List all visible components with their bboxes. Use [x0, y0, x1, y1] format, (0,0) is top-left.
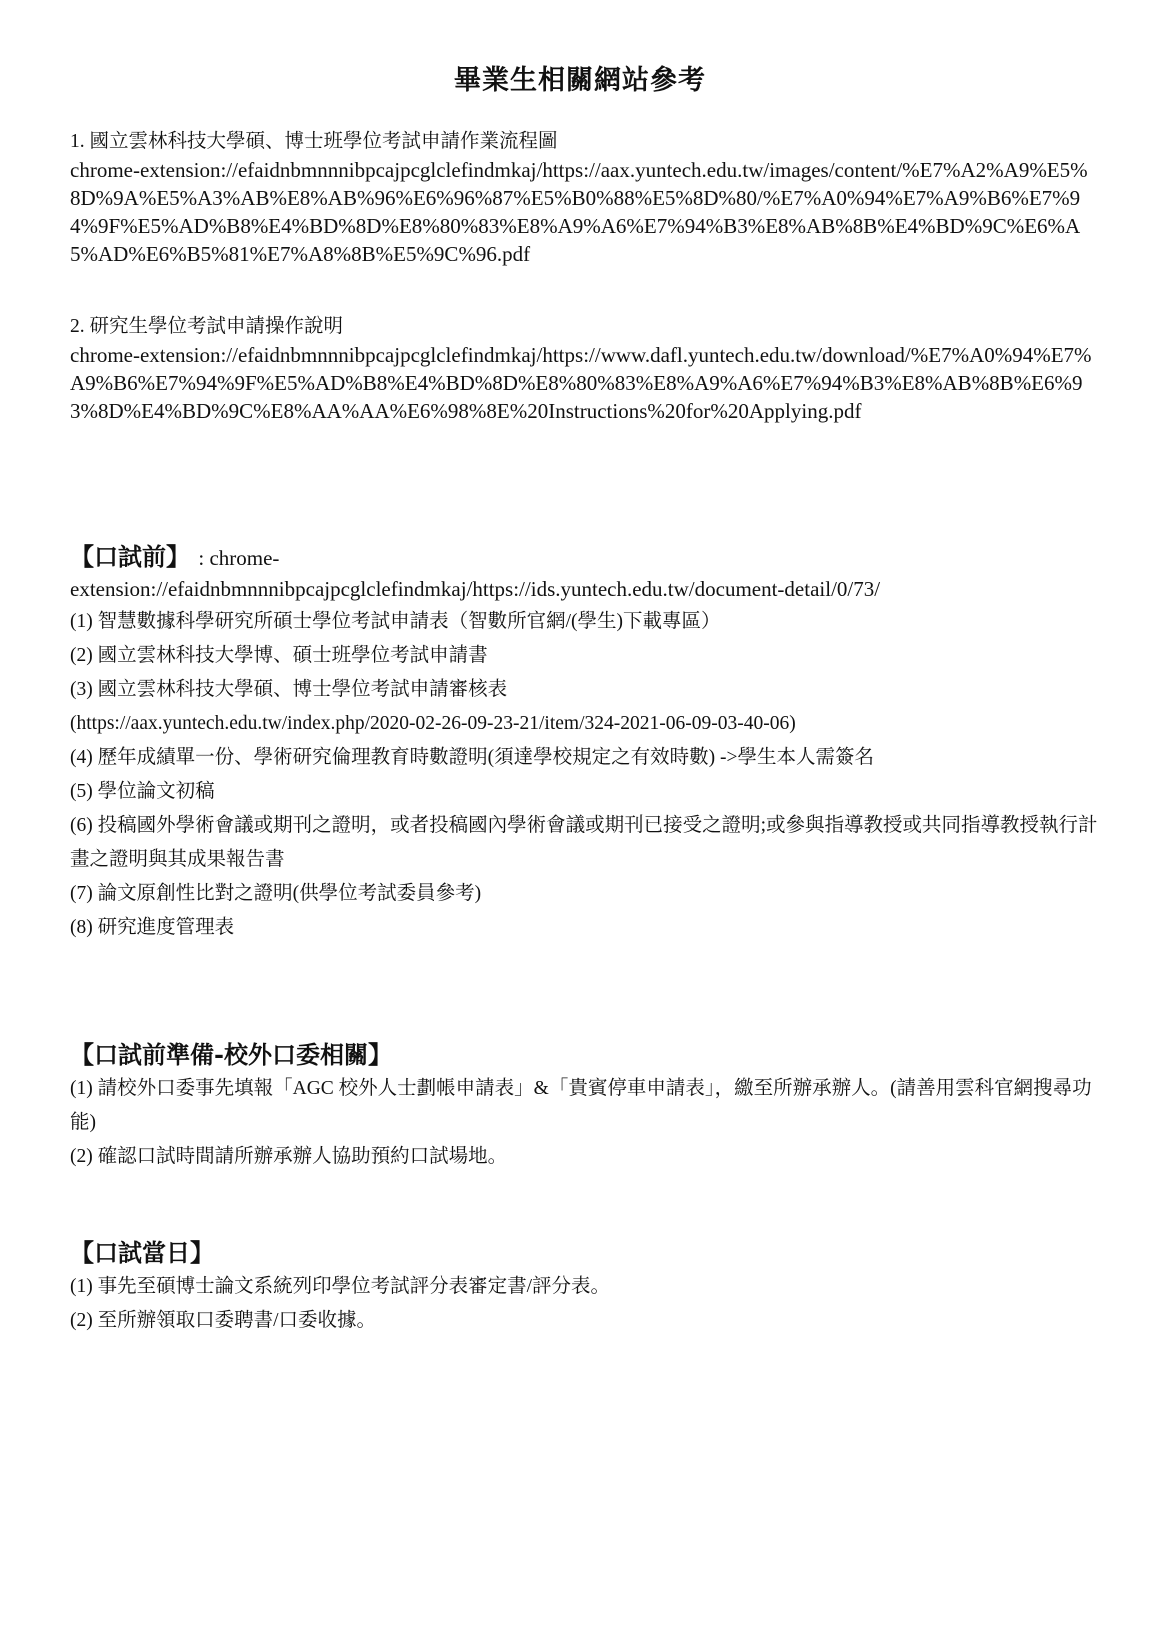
section-before-exam	[70, 540, 1098, 945]
before-item-1: (1) 智慧數據科學研究所碩士學位考試申請表（智數所官網/(學生)下載專區）	[70, 611, 721, 632]
day-item-1: (1) 事先至碩博士論文系統列印學位考試評分表審定書/評分表。	[70, 1276, 611, 1297]
before-item-5: (5) 學位論文初稿	[70, 781, 215, 802]
before-item-4: (4) 歷年成績單一份、學術研究倫理教育時數證明(須達學校規定之有效時數) ->學生本人需簽名	[70, 747, 874, 768]
before-item-8: (8) 研究進度管理表	[70, 917, 235, 938]
before-item-6: (6) 投稿國外學術會議或期刊之證明，或者投稿國內學術會議或期刊已接受之證明;或參與指導教授或共同指導教授執行計畫之證明與其成果報告書	[70, 815, 1098, 870]
section-exam-day-heading: 【口試當日】	[70, 1238, 214, 1267]
day-item-2: (2) 至所辦領取口委聘書/口委收據。	[70, 1310, 377, 1331]
section-before-exam-url-prefix[interactable]: : chrome-	[198, 546, 280, 570]
reference-2	[70, 313, 1098, 425]
reference-1-label: 1. 國立雲林科技大學碩、博士班學位考試申請作業流程圖	[70, 131, 558, 152]
section-before-exam-heading	[70, 540, 1098, 575]
before-item-2: (2) 國立雲林科技大學博、碩士班學位考試申請書	[70, 645, 488, 666]
section-external-committee-heading: 【口試前準備-校外口委相關】	[70, 1040, 392, 1069]
before-item-7: (7) 論文原創性比對之證明(供學位考試委員參考)	[70, 883, 482, 904]
section-before-exam-url[interactable]: extension://efaidnbmnnnibpcajpcglclefindmkaj/https://ids.yuntech.edu.tw/document-detail/0/73/	[70, 577, 881, 601]
before-item-3-url[interactable]: (https://aax.yuntech.edu.tw/index.php/2020-02-26-09-23-21/item/324-2021-06-09-03-40-06)	[70, 713, 796, 734]
before-item-3: (3) 國立雲林科技大學碩、博士學位考試申請審核表	[70, 679, 508, 700]
prep-item-1: (1) 請校外口委事先填報「AGC 校外人士劃帳申請表」&「貴賓停車申請表」，繳至所辦承辦人。(請善用雲科官網搜尋功能)	[70, 1078, 1092, 1133]
reference-1-url[interactable]: chrome-extension://efaidnbmnnnibpcajpcglclefindmkaj/https://aax.yuntech.edu.tw/images/content/%E7%A2%A9%E5%8D%9A%E5%A3%AB%E8%AB%96%E6%96%87%E5%B0%88%E5%8D%80/%E7%A0%94%E7%A9%B6%E7%94%9F%E5%AD%B8%E4%BD%8D%E8%80%83%E8%A9%A6%E7%94%B3%E8%AB%8B%E4%BD%9C%E6%A5%AD%E6%B5%81%E7%A8%8B%E5%9C%96.pdf	[70, 158, 1088, 266]
page-title: 畢業生相關網站參考	[454, 65, 706, 96]
reference-2-url[interactable]: chrome-extension://efaidnbmnnnibpcajpcglclefindmkaj/https://www.dafl.yuntech.edu.tw/download/%E7%A0%94%E7%A9%B6%E7%94%9F%E5%AD%B8%E4%BD%8D%E8%80%83%E8%A9%A6%E7%94%B3%E8%AB%8B%E6%93%8D%E4%BD%9C%E8%AA%AA%E6%98%8E%20Instructions%20for%20Applying.pdf	[70, 343, 1092, 423]
section-before-exam-title: 【口試前】	[70, 542, 190, 571]
reference-1	[70, 128, 1098, 268]
section-external-committee	[70, 1038, 1098, 1174]
prep-item-2: (2) 確認口試時間請所辦承辦人協助預約口試場地。	[70, 1146, 508, 1167]
section-exam-day	[70, 1236, 1098, 1338]
reference-2-label: 2. 研究生學位考試申請操作說明	[70, 316, 344, 337]
